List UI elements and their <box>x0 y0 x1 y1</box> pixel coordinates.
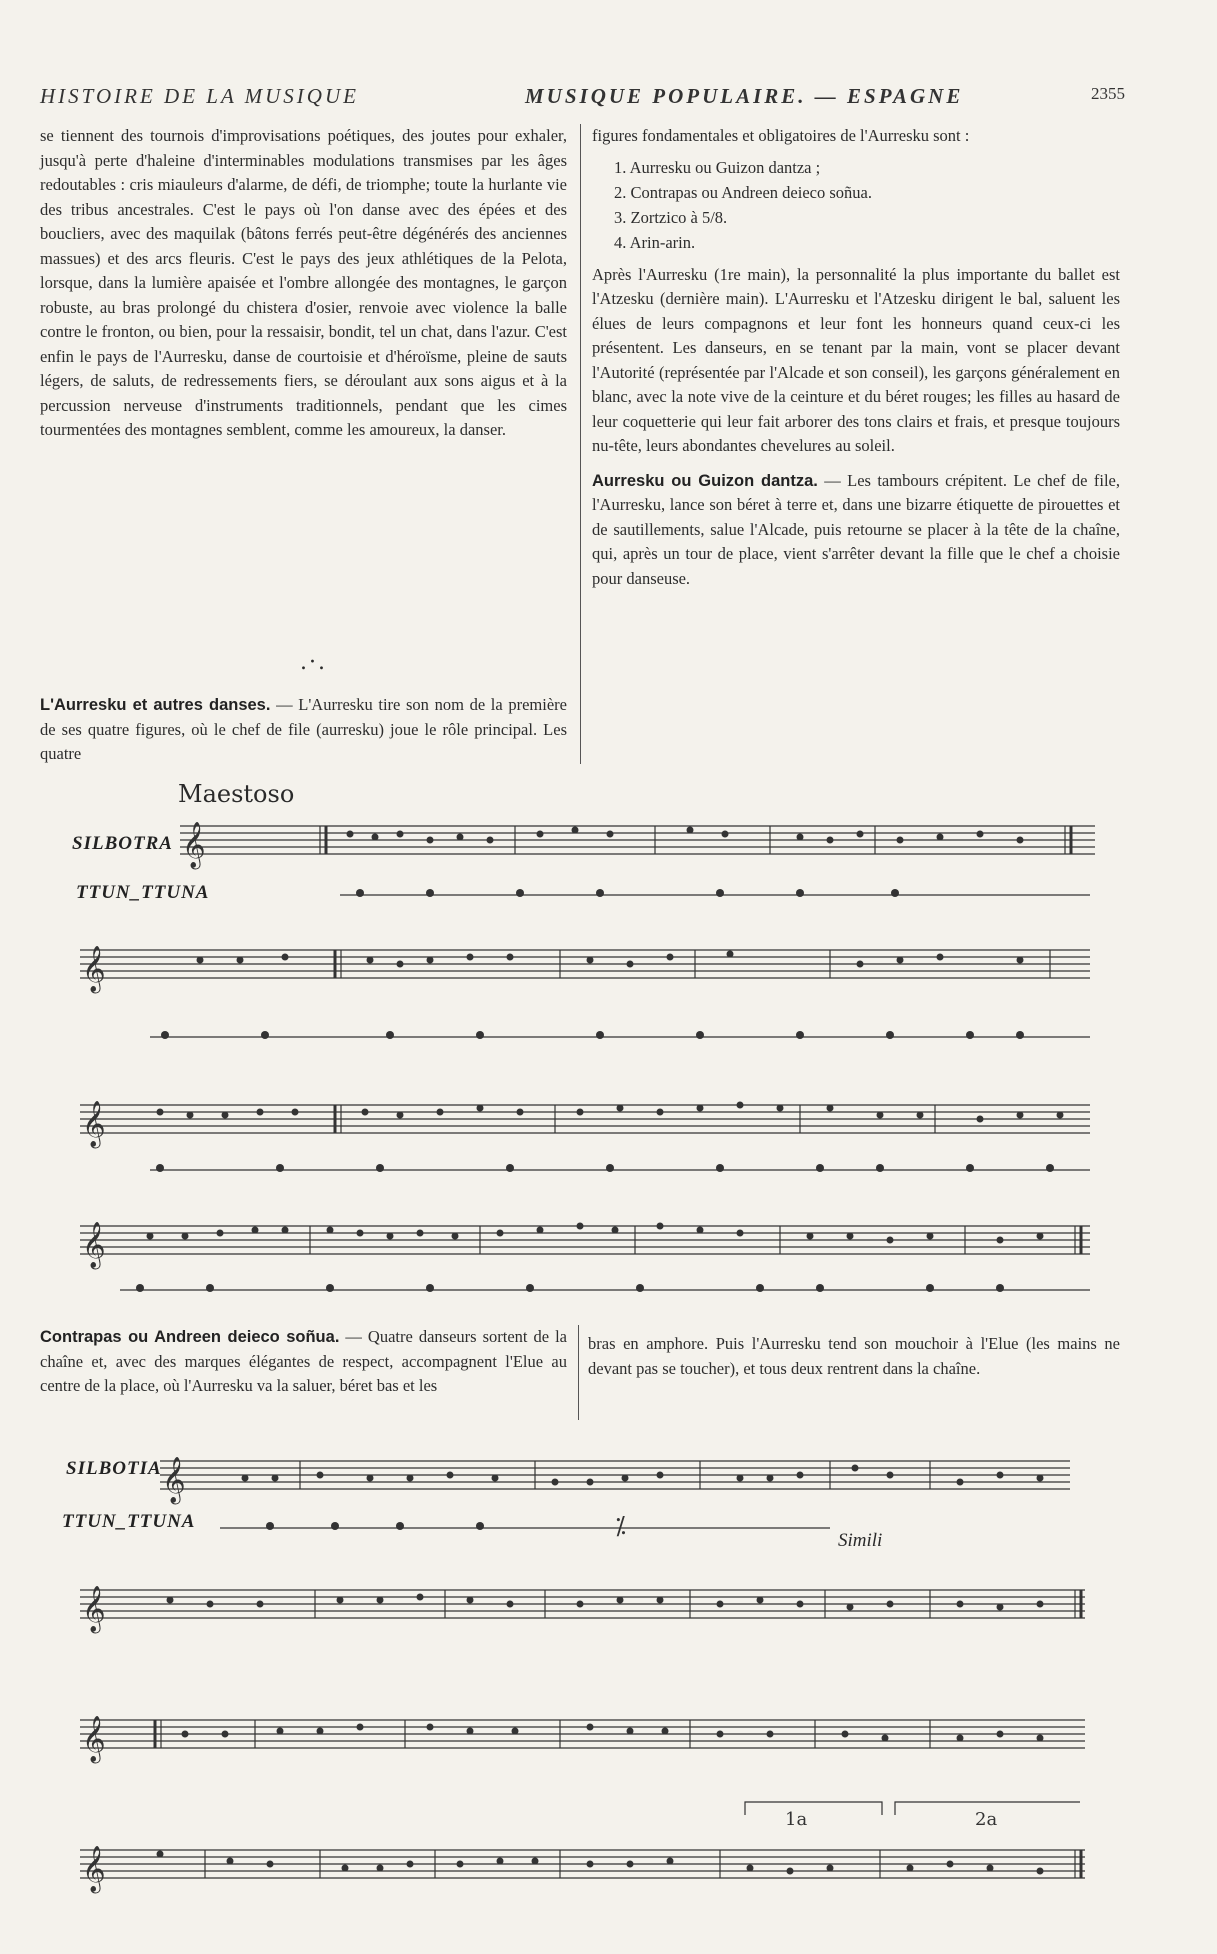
second-ending-label: 2a <box>975 1809 998 1830</box>
paragraph-contrapas: — Quatre danseurs sortent de la chaîne et, avec des marques élégantes de respect, accompagnent l'Elue au centre de la place, où l'Aurresku va la saluer, béret bas et les <box>40 1327 567 1395</box>
section-title-guizon-dantza: Aurresku ou Guizon dantza. <box>592 471 818 490</box>
svg-text:⁒: ⁒ <box>615 1512 626 1540</box>
notes-system-5 <box>242 1465 1044 1531</box>
paragraph-aurresku-intro: — L'Aurresku tire son nom de la première de ses quatre figures, où le chef de file (aurresku) joue le rôle principal. Les quatre <box>40 695 567 763</box>
tempo-marking: Maestoso <box>178 780 295 808</box>
instrument-label-ttun-ttuna: TTUN_TTUNA <box>76 882 210 903</box>
paragraph-atzesku: Après l'Aurresku (1re main), la personnalité la plus importante du ballet est l'Atzesku (dernière main). L'Aurresku et l'Atzesku dirigent le bal, saluent les élues de leurs compagnons et leur font les honneurs quand ceux-ci les présentent. Les danseurs, en se tenant par la main, vont se placer devant l'Autorité (représentée par l'Alcade et son conseil), les garçons généralement en blanc, avec la note vive de la ceinture et du béret rouges; les filles au hasard de leur coquetterie qui leur fait arborer des tons clairs et frais, et presque toujours nu-tête, leurs abondantes chevelures au soleil. <box>592 264 1120 455</box>
list-item: 2. Contrapas ou Andreen deieco soñua. <box>614 182 872 202</box>
list-item: 1. Aurresku ou Guizon dantza ; <box>614 157 821 177</box>
paragraph-figures-intro: figures fondamentales et obligatoires de l'Aurresku sont : <box>592 126 970 145</box>
paragraph-basque-country: se tiennent des tournois d'improvisations poétiques, des joutes pour exhaler, jusqu'à perte d'haleine d'interminables modulations transmises par les âges redoutables : cris miauleurs d'alarme, de défi, de triomphe; toute la hurlante vie des tribus ancestrales. C'est le pays où l'on danse avec des épées et des boucliers, avec des maquilak (bâtons ferrés peut-être dégénérés des anciennes massues) et des arcs fleuris. C'est le pays des jeux athlétiques de la Pelota, lorsque, dans la lumière apaisée et l'ombre allongée des montagnes, le garçon robuste, au bras prolongé du chistera d'osier, renvoie avec violence la balle contre le fronton, ou bien, pour la ressaisir, bondit, tel un chat, dans l'azur. C'est enfin le pays de l'Aurresku, danse de courtoisie et d'héroïsme, pleine de sauts légers, de saluts, de redressements fiers, se déroulant aux sons aigus et à la percussion nerveuse d'instruments traditionnels, pendant que les cimes tourmentées des montagnes semblent, comme les amoureux, la danser. <box>40 126 567 439</box>
instrument-label-silbotra: SILBOTRA <box>72 833 173 854</box>
first-ending-label: 1a <box>785 1809 808 1830</box>
header-chapter-title: MUSIQUE POPULAIRE. — ESPAGNE <box>525 84 964 108</box>
svg-text:𝄞: 𝄞 <box>82 1846 106 1892</box>
paragraph-guizon-dantza: — Les tambours crépitent. Le chef de file, l'Aurresku, lance son béret à terre et, dans une bizarre étiquette de pirouettes et de sautillements, salue l'Alcade, puis retourne se placer à la tête de la chaîne, qui, après un tour de place, vient s'arrêter devant la fille que le chef a choisie pour danseuse. <box>592 470 1120 588</box>
page-number: 2355 <box>1091 84 1125 103</box>
svg-text:𝄞: 𝄞 <box>162 1457 186 1503</box>
staff-system-7 <box>80 1720 1085 1748</box>
section-title-contrapas: Contrapas ou Andreen deieco soñua. <box>40 1328 340 1346</box>
header-book-title: HISTOIRE DE LA MUSIQUE <box>40 84 359 108</box>
staff-system-8 <box>80 1802 1085 1878</box>
svg-text:𝄞: 𝄞 <box>182 822 206 868</box>
instrument-label-silbotia: SILBOTIA <box>66 1458 162 1479</box>
section-ornament: .·. <box>300 650 327 675</box>
paragraph-mouchoir: bras en amphore. Puis l'Aurresku tend son mouchoir à l'Elue (les mains ne devant pas se toucher), et tous deux rentrent dans la chaîne. <box>588 1334 1120 1378</box>
instrument-label-ttun-ttuna-2: TTUN_TTUNA <box>62 1511 196 1532</box>
notes-system-6 <box>167 1594 1044 1611</box>
svg-text:𝄞: 𝄞 <box>82 1586 106 1632</box>
svg-text:𝄞: 𝄞 <box>82 946 106 992</box>
svg-text:𝄞: 𝄞 <box>82 1716 106 1762</box>
svg-text:𝄞: 𝄞 <box>82 1101 106 1147</box>
list-item: 4. Arin-arin. <box>614 232 696 252</box>
notes-system-7 <box>182 1724 1044 1742</box>
section-title-aurresku: L'Aurresku et autres danses. <box>40 696 271 714</box>
svg-text:𝄞: 𝄞 <box>82 1222 106 1268</box>
simili-marking: Simili <box>838 1530 883 1551</box>
list-item: 3. Zortzico à 5/8. <box>614 207 728 227</box>
